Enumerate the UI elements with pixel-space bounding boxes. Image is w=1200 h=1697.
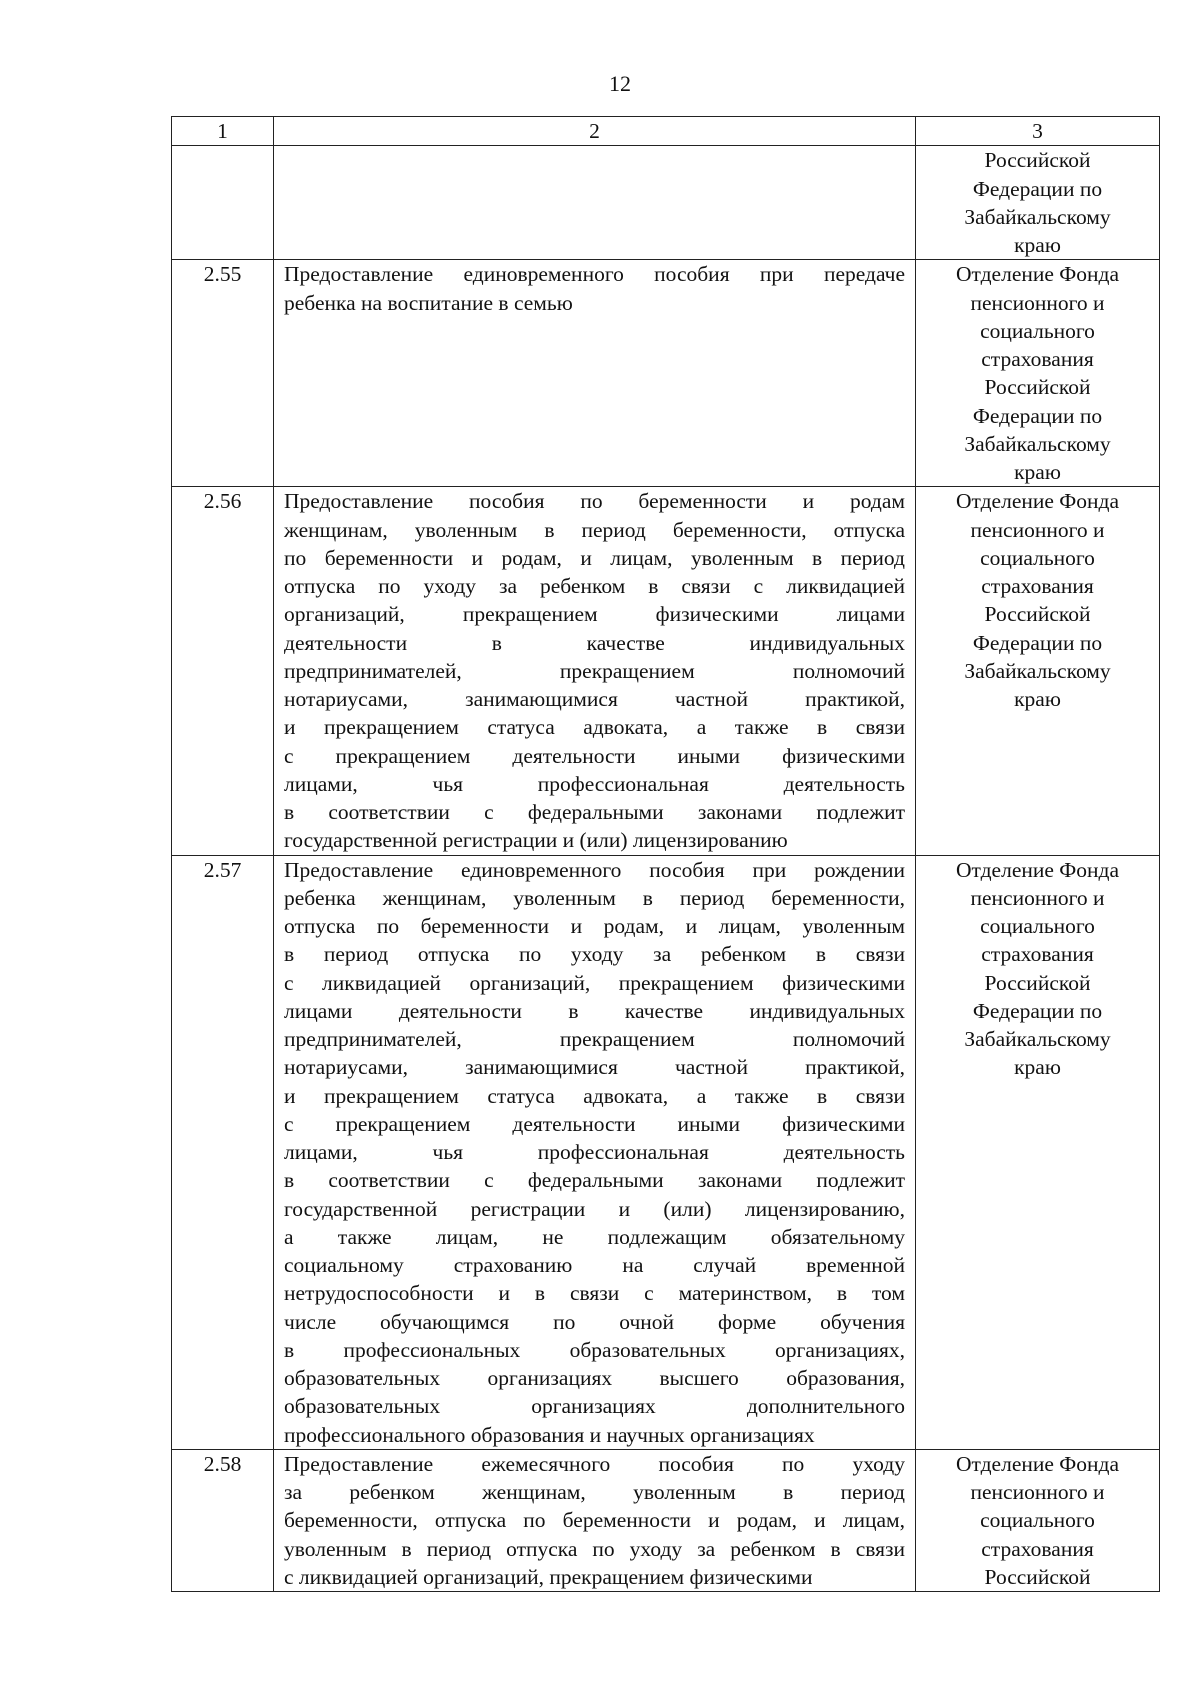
description-line: образовательных организациях высшего образования, — [284, 1366, 905, 1390]
organization-line: пенсионного и — [970, 1480, 1105, 1504]
description-line: числе обучающимся по очной форме обучения — [284, 1309, 905, 1334]
table-row — [172, 146, 1160, 260]
description-line: женщинам, уволенным в период беременности, отпуска — [284, 517, 905, 542]
description-line: за ребенком женщинам, уволенным в период — [284, 1480, 905, 1504]
row-number: 2.56 — [172, 487, 274, 855]
description-line: государственной регистрации и (или) лицензированию, — [284, 1196, 905, 1221]
organization-line: Забайкальскому — [964, 204, 1111, 229]
description-line: в соответствии с федеральными законами подлежит — [284, 800, 905, 824]
organization-line: Отделение Фонда — [955, 489, 1120, 514]
organization-line: Федерации по — [972, 630, 1103, 655]
organization-line: Забайкальскому — [964, 431, 1111, 456]
organization-line: Отделение Фонда — [955, 1451, 1120, 1476]
description-line: с прекращением деятельности иными физическими — [284, 1111, 905, 1136]
organization-line: Отделение Фонда — [955, 857, 1120, 882]
organization-line: Забайкальскому — [964, 1027, 1111, 1051]
description-line: по беременности и родам, и лицам, уволенным в период — [284, 545, 905, 570]
description-line: деятельности в качестве индивидуальных — [284, 630, 905, 655]
description-line: нотариусами, занимающимися частной практикой, — [284, 687, 905, 711]
description-line: предпринимателей, прекращением полномочий — [284, 1027, 905, 1051]
description-line: организаций, прекращением физическими лицами — [284, 602, 905, 627]
header-col-2: 2 — [274, 117, 916, 146]
description-line: образовательных организациях дополнительного — [284, 1394, 905, 1419]
organization-line: краю — [1014, 233, 1061, 257]
organization-line: пенсионного и — [970, 290, 1105, 315]
service-description — [274, 487, 916, 855]
table-row — [172, 260, 1160, 487]
row-number: 2.58 — [172, 1449, 274, 1591]
description-line: с ликвидацией организаций, прекращением физическими — [284, 1564, 813, 1589]
organization-line: Забайкальскому — [964, 658, 1111, 683]
organization-line: Федерации по — [972, 176, 1103, 201]
table-row — [172, 1449, 1160, 1591]
organization-line: социального — [980, 1508, 1095, 1533]
organization-line: Российской — [984, 602, 1091, 627]
description-line: в период отпуска по уходу за ребенком в связи — [284, 942, 905, 967]
row-number: 2.57 — [172, 855, 274, 1449]
description-line: с прекращением деятельности иными физическими — [284, 743, 905, 768]
organization-line: социального — [980, 318, 1095, 343]
description-line: с ликвидацией организаций, прекращением физическими — [284, 970, 905, 995]
description-line: Предоставление пособия по беременности и родам — [284, 489, 905, 514]
services-table — [171, 116, 1160, 1592]
responsible-organization — [916, 260, 1160, 487]
description-line: государственной регистрации и (или) лицензированию — [284, 828, 788, 853]
organization-line: Федерации по — [972, 998, 1103, 1023]
organization-line: краю — [1014, 1055, 1061, 1080]
description-line: в профессиональных образовательных организациях, — [284, 1337, 905, 1362]
organization-line: краю — [1014, 460, 1061, 484]
organization-line: Отделение Фонда — [955, 262, 1120, 287]
organization-line: Федерации по — [972, 403, 1103, 428]
organization-line: пенсионного и — [970, 517, 1105, 542]
service-description — [274, 260, 916, 487]
description-line: уволенным в период отпуска по уходу за ребенком в связи — [284, 1536, 905, 1561]
table-header-row — [172, 117, 1160, 146]
organization-line: страхования — [981, 942, 1094, 967]
organization-line: Российской — [984, 375, 1091, 400]
description-line: Предоставление единовременного пособия при передаче — [284, 262, 905, 287]
service-description — [274, 855, 916, 1449]
description-line: лицами деятельности в качестве индивидуальных — [284, 998, 905, 1023]
organization-line: социального — [980, 545, 1095, 570]
table-row — [172, 855, 1160, 1449]
header-col-3: 3 — [916, 117, 1160, 146]
organization-line: страхования — [981, 1536, 1094, 1561]
description-line: лицами, чья профессиональная деятельность — [284, 771, 905, 796]
organization-line: краю — [1014, 687, 1061, 711]
description-line: ребенка женщинам, уволенным в период беременности, — [284, 885, 905, 910]
header-col-1: 1 — [172, 117, 274, 146]
service-description — [274, 146, 916, 260]
row-number: 2.55 — [172, 260, 274, 487]
organization-line: Российской — [984, 148, 1091, 173]
description-line: лицами, чья профессиональная деятельность — [284, 1140, 905, 1164]
description-line: и прекращением статуса адвоката, а также в связи — [284, 1083, 905, 1108]
page-number: 12 — [609, 71, 631, 96]
row-number — [172, 146, 274, 260]
description-line: отпуска по уходу за ребенком в связи с ликвидацией — [284, 574, 905, 598]
description-line: Предоставление ежемесячного пособия по уходу — [284, 1451, 905, 1476]
organization-line: Российской — [984, 1564, 1091, 1589]
table-row — [172, 487, 1160, 855]
description-line: Предоставление единовременного пособия при рождении — [284, 857, 905, 882]
description-line: нетрудоспособности и в связи с материнством, в том — [284, 1281, 905, 1306]
organization-line: страхования — [981, 347, 1094, 371]
responsible-organization — [916, 487, 1160, 855]
description-line: предпринимателей, прекращением полномочий — [284, 658, 905, 683]
description-line: и прекращением статуса адвоката, а также в связи — [284, 715, 905, 740]
organization-line: пенсионного и — [970, 885, 1105, 910]
description-line: а также лицам, не подлежащим обязательному — [284, 1224, 905, 1249]
responsible-organization — [916, 855, 1160, 1449]
description-line: беременности, отпуска по беременности и родам, и лицам, — [284, 1508, 905, 1533]
organization-line: социального — [980, 914, 1095, 938]
service-description — [274, 1449, 916, 1591]
description-line: нотариусами, занимающимися частной практикой, — [284, 1055, 905, 1080]
description-line: социальному страхованию на случай временной — [284, 1253, 905, 1277]
organization-line: страхования — [981, 574, 1094, 598]
organization-line: Российской — [984, 970, 1091, 995]
responsible-organization — [916, 1449, 1160, 1591]
responsible-organization — [916, 146, 1160, 260]
description-line: профессионального образования и научных организациях — [284, 1422, 815, 1447]
description-line: ребенка на воспитание в семью — [284, 290, 573, 315]
description-line: в соответствии с федеральными законами подлежит — [284, 1168, 905, 1193]
description-line: отпуска по беременности и родам, и лицам, уволенным — [284, 914, 905, 938]
